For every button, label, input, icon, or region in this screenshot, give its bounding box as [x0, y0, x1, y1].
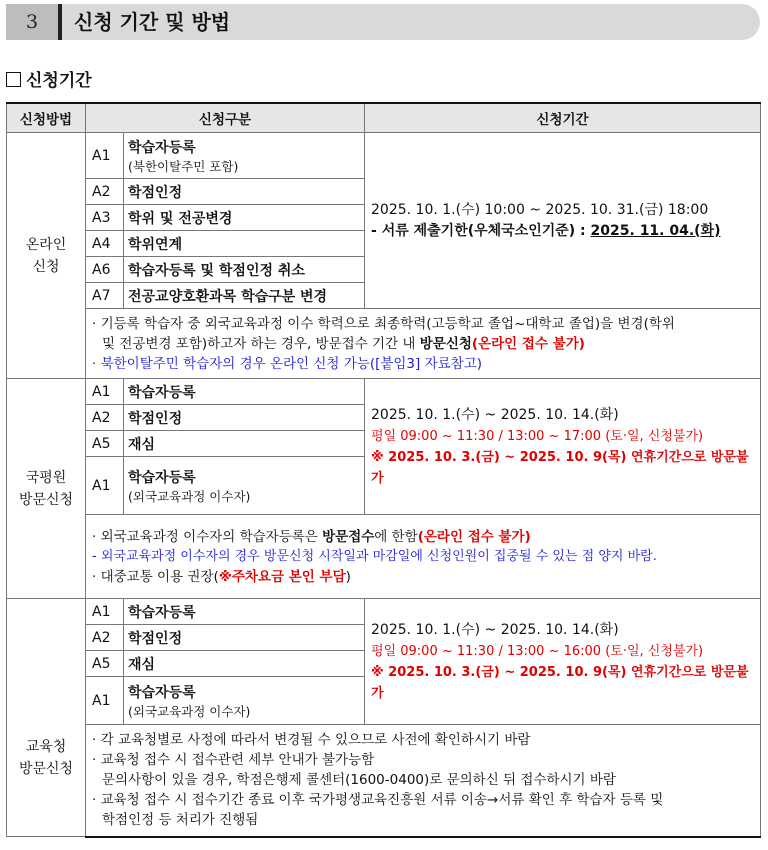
notes-edu [86, 725, 761, 837]
item-label: 학위 및 전공변경 [124, 205, 365, 231]
period-line: 2025. 10. 1.(수) 10:00 ~ 2025. 10. 31.(금) 18:00 [371, 201, 709, 218]
checkbox-square-icon [6, 72, 21, 87]
period-line: 2025. 10. 1.(수) ~ 2025. 10. 14.(화) [371, 406, 619, 423]
header-method: 신청방법 [7, 103, 86, 133]
item-sublabel: (외국교육과정 이수자) [128, 488, 251, 504]
item-code: A1 [86, 599, 124, 625]
subtitle-text: 신청기간 [26, 71, 92, 91]
note-bold: 방문신청 [419, 335, 472, 352]
item-label-text: 학습자등록 [128, 469, 196, 486]
note-text: ) [345, 568, 351, 585]
method-line: 방문신청 [18, 491, 74, 508]
item-code: A1 [86, 379, 124, 405]
subtitle [6, 66, 92, 91]
note-line [92, 334, 754, 354]
note-text: · 외국교육과정 이수자의 학습자등록은 [92, 528, 323, 545]
item-label: 학위연계 [124, 231, 365, 257]
method-line: 교육청 [25, 739, 67, 755]
item-label [124, 133, 365, 179]
period-line: 2025. 10. 1.(수) ~ 2025. 10. 14.(화) [371, 621, 619, 638]
period-line: ※ 2025. 10. 3.(금) ~ 2025. 10. 9(목) 연휴기간으로 방문불가 [371, 449, 749, 486]
item-label: 학점인정 [124, 179, 365, 205]
deadline-label: - 서류 제출기한(우체국소인기준) : [371, 222, 591, 239]
item-label-text: 학습자등록 [128, 139, 196, 156]
section-number: 3 [6, 4, 58, 40]
item-label: 재심 [124, 651, 365, 677]
note-line: 문의사항이 있을 경우, 학점은행제 콜센터(1600-0400)로 문의하신 뒤 접수하시기 바람 [102, 772, 616, 789]
item-code: A1 [86, 677, 124, 725]
item-code: A5 [86, 431, 124, 457]
item-code: A1 [86, 457, 124, 515]
item-label: 학점인정 [124, 625, 365, 651]
note-line: · 기등록 학습자 중 외국교육과정 이수 학력으로 최종학력(고등학교 졸업~대학교 졸업)을 변경(학위 [92, 315, 675, 332]
notes-nile [86, 515, 761, 599]
table-row [7, 599, 761, 625]
method-line: 방문신청 [18, 761, 74, 777]
item-label [124, 677, 365, 725]
item-code: A2 [86, 625, 124, 651]
method-line: 신청 [32, 258, 60, 275]
method-nile [7, 379, 86, 599]
item-code: A3 [86, 205, 124, 231]
table-row [7, 309, 761, 379]
period-line: ※ 2025. 10. 3.(금) ~ 2025. 10. 9(목) 연휴기간으로 방문불가 [371, 664, 749, 701]
note-text: 에 한함 [374, 528, 418, 545]
item-label: 학습자등록 [124, 379, 365, 405]
note-red: (온라인 접수 불가) [471, 335, 585, 352]
period-edu [365, 599, 761, 725]
note-text: · 대중교통 이용 권장( [92, 568, 219, 585]
note-text: 및 전공변경 포함)하고자 하는 경우, 방문접수 기간 내 [102, 335, 420, 352]
header-row [7, 103, 761, 133]
table-row [7, 379, 761, 405]
deadline-date: 2025. 11. 04.(화) [590, 222, 721, 239]
table-row [7, 133, 761, 179]
method-edu [7, 599, 86, 837]
section-header [6, 4, 760, 40]
note-line: · 교육청 접수 시 접수관련 세부 안내가 불가능함 [92, 752, 375, 769]
note-line [92, 567, 754, 587]
note-line [92, 527, 754, 547]
item-code: A6 [86, 257, 124, 283]
item-sublabel: (북한이탈주민 포함) [128, 158, 239, 174]
note-line: - 외국교육과정 이수자의 경우 방문신청 시작일과 마감일에 신청인원이 집중될 수 있는 점 양지 바람. [92, 548, 657, 564]
section-accent [58, 4, 62, 40]
period-line: 평일 09:00 ~ 11:30 / 13:00 ~ 16:00 (토·일, 신청불가) [371, 643, 704, 659]
note-red: ※주차요금 본인 부담 [218, 568, 346, 585]
item-code: A2 [86, 405, 124, 431]
period-line: 평일 09:00 ~ 11:30 / 13:00 ~ 17:00 (토·일, 신청불가) [371, 428, 704, 444]
item-label: 재심 [124, 431, 365, 457]
header-period: 신청기간 [365, 103, 761, 133]
item-label: 학습자등록 [124, 599, 365, 625]
method-online [7, 133, 86, 379]
period-nile [365, 379, 761, 515]
section-title: 신청 기간 및 방법 [74, 10, 231, 34]
item-code: A5 [86, 651, 124, 677]
note-line: · 교육청 접수 시 접수기간 종료 이후 국가평생교육진흥원 서류 이송→서류 확인 후 학습자 등록 및 [92, 792, 664, 809]
period-line [371, 221, 756, 242]
table-row [7, 515, 761, 599]
period-online [365, 133, 761, 309]
note-red: (온라인 접수 불가) [417, 528, 531, 545]
header-category: 신청구분 [86, 103, 365, 133]
note-line: 학점인정 등 처리가 진행됨 [102, 812, 259, 829]
item-label: 학점인정 [124, 405, 365, 431]
application-table [6, 102, 761, 838]
note-line: · 북한이탈주민 학습자의 경우 온라인 신청 가능([붙임3] 자료참고) [92, 355, 483, 372]
method-line: 국평원 [25, 469, 67, 486]
item-label: 학습자등록 및 학점인정 취소 [124, 257, 365, 283]
notes-online [86, 309, 761, 379]
item-code: A1 [86, 133, 124, 179]
item-label: 전공교양호환과목 학습구분 변경 [124, 283, 365, 309]
item-code: A2 [86, 179, 124, 205]
method-line: 온라인 [25, 236, 67, 253]
item-label [124, 457, 365, 515]
item-code: A7 [86, 283, 124, 309]
item-sublabel: (외국교육과정 이수자) [128, 703, 251, 719]
item-label-text: 학습자등록 [128, 684, 196, 701]
note-bold: 방문접수 [322, 528, 375, 545]
note-line: · 각 교육청별로 사정에 따라서 변경될 수 있으므로 사전에 확인하시기 바람 [92, 732, 531, 749]
item-code: A4 [86, 231, 124, 257]
table-row [7, 725, 761, 837]
